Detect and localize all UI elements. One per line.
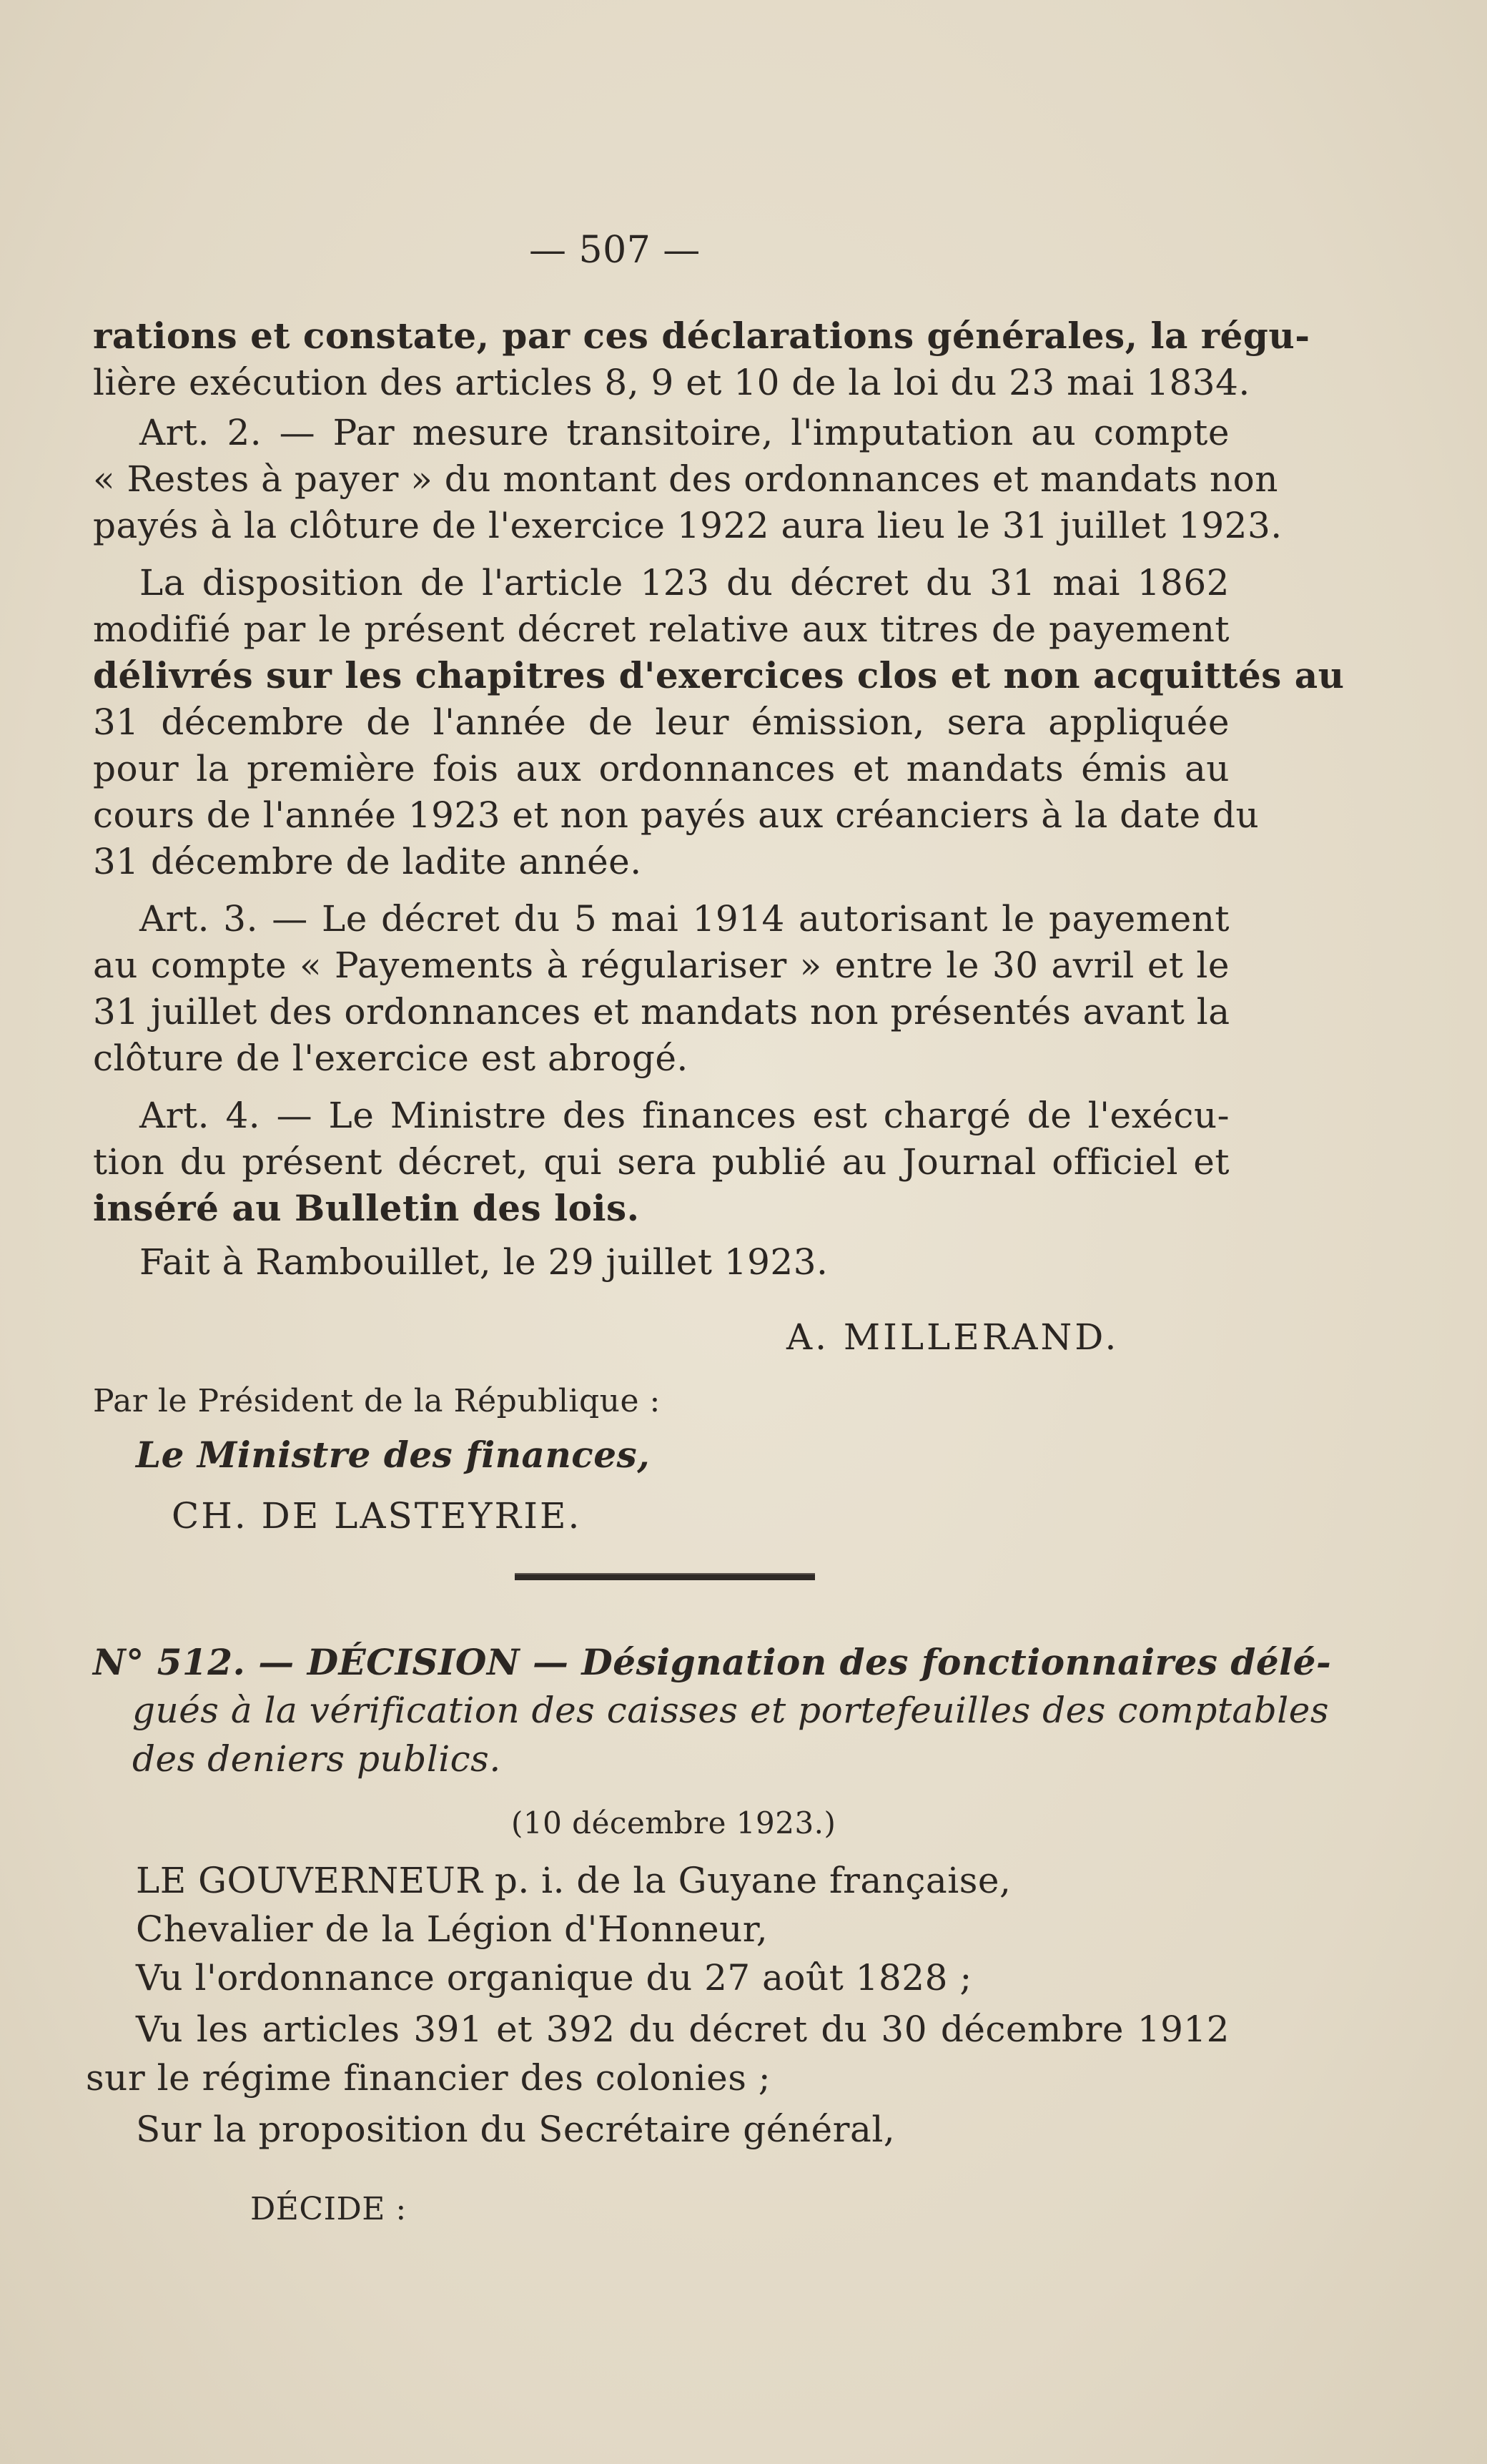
text-line: tion du présent décret, qui sera publié au Journal officiel et: [93, 1141, 1230, 1183]
text-line: La disposition de l'article 123 du décret du 31 mai 1862: [139, 562, 1230, 603]
text-line: cours de l'année 1923 et non payés aux créanciers à la date du: [93, 794, 1260, 836]
minister-title: Le Ministre des finances,: [136, 1434, 651, 1476]
text-line: Art. 3. — Le décret du 5 mai 1914 autorisant le payement: [139, 898, 1230, 940]
text-line: 31 juillet des ordonnances et mandats non présentés avant la: [93, 991, 1230, 1033]
text-line: Sur la proposition du Secrétaire général,: [136, 2109, 896, 2150]
decision-heading: gués à la vérification des caisses et portefeuilles des comptables: [132, 1690, 1329, 1731]
page-number: — 507 —: [529, 229, 701, 272]
section-divider: [515, 1573, 815, 1580]
decision-heading: des deniers publics.: [132, 1738, 501, 1780]
text-line: Vu l'ordonnance organique du 27 août 1828 ;: [136, 1957, 972, 1999]
decision-heading: N° 512. — DÉCISION — Désignation des fonctionnaires délé-: [93, 1641, 1332, 1683]
text-line: au compte « Payements à régulariser » entre le 30 avril et le: [93, 945, 1230, 986]
text-line: délivrés sur les chapitres d'exercices clos et non acquittés au: [93, 654, 1345, 696]
text-line: 31 décembre de l'année de leur émission, sera appliquée: [93, 701, 1230, 743]
text-line: inséré au Bulletin des lois.: [93, 1187, 640, 1229]
text-line: Vu les articles 391 et 392 du décret du 30 décembre 1912: [136, 2009, 1230, 2050]
text-line: Fait à Rambouillet, le 29 juillet 1923.: [139, 1241, 829, 1283]
text-line: sur le régime financier des colonies ;: [86, 2057, 771, 2099]
by-president-line: Par le Président de la République :: [93, 1383, 661, 1419]
decide-label: DÉCIDE :: [250, 2191, 407, 2227]
text-line: payés à la clôture de l'exercice 1922 aura lieu le 31 juillet 1923.: [93, 505, 1283, 546]
text-line: clôture de l'exercice est abrogé.: [93, 1038, 688, 1079]
text-line: « Restes à payer » du montant des ordonnances et mandats non: [93, 458, 1278, 500]
text-line: 31 décembre de ladite année.: [93, 841, 642, 882]
text-line: Chevalier de la Légion d'Honneur,: [136, 1908, 769, 1950]
text-line: Art. 2. — Par mesure transitoire, l'imputation au compte: [139, 412, 1230, 453]
text-line: modifié par le présent décret relative aux titres de payement: [93, 608, 1230, 650]
minister-name: CH. DE LASTEYRIE.: [172, 1495, 582, 1537]
text-line: lière exécution des articles 8, 9 et 10 de la loi du 23 mai 1834.: [93, 362, 1250, 403]
text-line: rations et constate, par ces déclarations générales, la régu-: [93, 315, 1310, 357]
text-line: pour la première fois aux ordonnances et mandats émis au: [93, 748, 1230, 789]
text-line: LE GOUVERNEUR p. i. de la Guyane française,: [136, 1860, 1012, 1901]
decision-date: (10 décembre 1923.): [511, 1805, 836, 1840]
signature: A. MILLERAND.: [786, 1316, 1120, 1358]
text-line: Art. 4. — Le Ministre des finances est chargé de l'exécu-: [139, 1095, 1230, 1136]
